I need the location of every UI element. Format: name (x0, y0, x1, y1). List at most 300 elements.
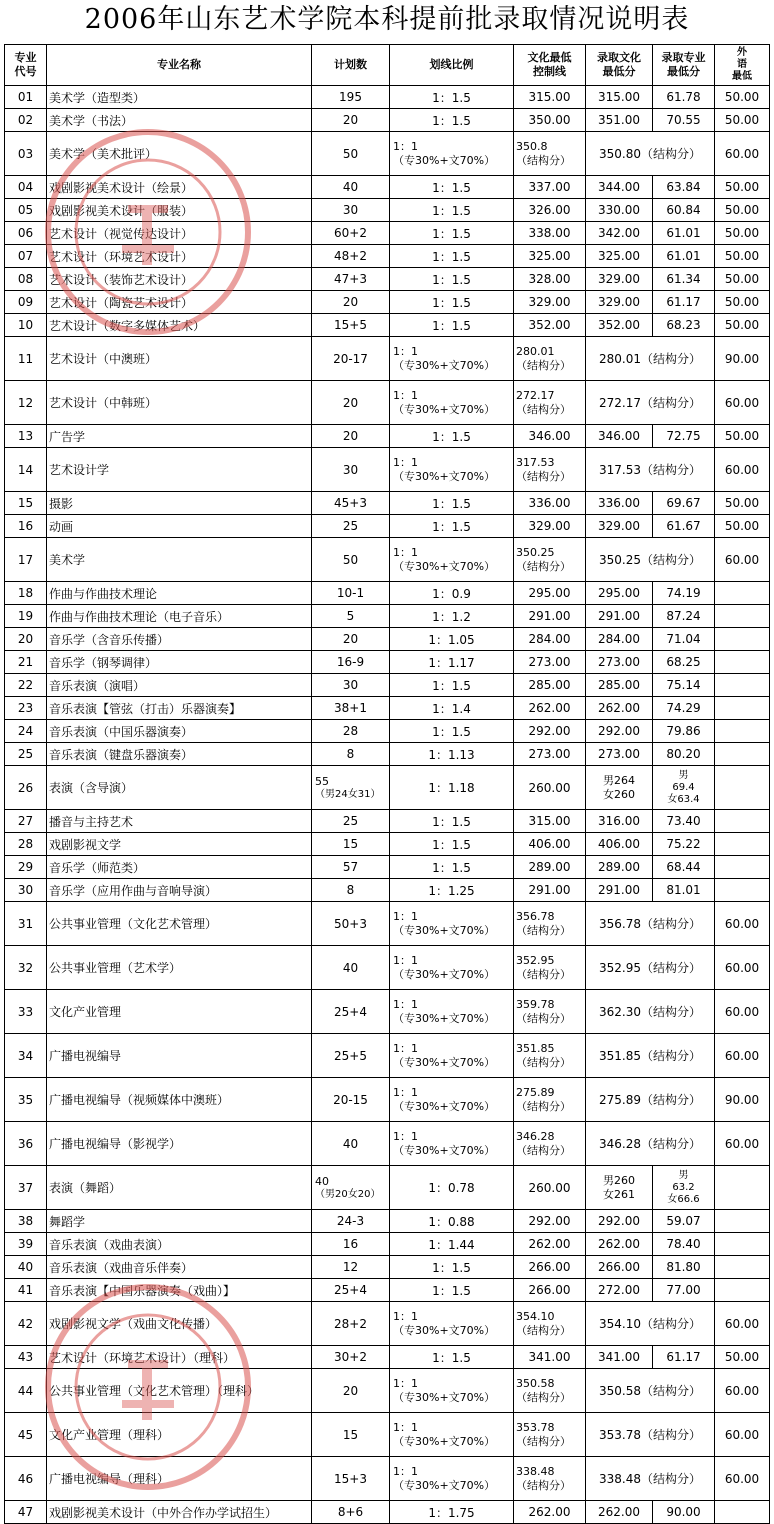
cell-name: 音乐表演（键盘乐器演奏） (47, 743, 312, 766)
cell-language-min: 50.00 (715, 199, 770, 222)
cell-plan: 25+4 (312, 990, 390, 1034)
cell-language-min: 50.00 (715, 176, 770, 199)
cell-culture-min: 336.00 (586, 492, 653, 515)
cell-control-line: 273.00 (514, 651, 586, 674)
cell-ratio: 1：1.5 (390, 176, 514, 199)
cell-language-min (715, 582, 770, 605)
cell-language-min: 50.00 (715, 268, 770, 291)
table-row (5, 1369, 770, 1413)
cell-culture-min: 342.00 (586, 222, 653, 245)
cell-plan: 30 (312, 674, 390, 697)
cell-plan: 15+3 (312, 1457, 390, 1501)
cell-name: 艺术设计（数字多媒体艺术） (47, 314, 312, 337)
cell-control-line: 326.00 (514, 199, 586, 222)
cell-language-min: 60.00 (715, 381, 770, 425)
cell-culture-min: 406.00 (586, 833, 653, 856)
header-code: 专业 代号 (5, 45, 47, 86)
cell-control-line: 260.00 (514, 1166, 586, 1210)
cell-major-min: 72.75 (653, 425, 715, 448)
cell-code: 22 (5, 674, 47, 697)
cell-language-min: 60.00 (715, 1369, 770, 1413)
cell-major-min: 61.34 (653, 268, 715, 291)
table-row (5, 1346, 770, 1369)
cell-major-min: 61.78 (653, 86, 715, 109)
table-row (5, 720, 770, 743)
cell-language-min (715, 605, 770, 628)
table-row (5, 222, 770, 245)
cell-name: 戏剧影视美术设计（中外合作办学试招生） (47, 1501, 312, 1524)
cell-ratio: 1：1.5 (390, 674, 514, 697)
table-row (5, 425, 770, 448)
table-row (5, 448, 770, 492)
cell-name: 作曲与作曲技术理论 (47, 582, 312, 605)
cell-plan: 45+3 (312, 492, 390, 515)
cell-plan: 48+2 (312, 245, 390, 268)
table-row (5, 1302, 770, 1346)
cell-name: 艺术设计（装饰艺术设计） (47, 268, 312, 291)
table-row (5, 674, 770, 697)
cell-plan: 8+6 (312, 1501, 390, 1524)
cell-plan: 16 (312, 1233, 390, 1256)
cell-plan: 57 (312, 856, 390, 879)
cell-name: 音乐学（钢琴调律） (47, 651, 312, 674)
cell-ratio: 1：1.5 (390, 720, 514, 743)
cell-code: 39 (5, 1233, 47, 1256)
cell-control-line: 260.00 (514, 766, 586, 810)
cell-culture-structure: 362.30（结构分） (586, 990, 715, 1034)
cell-language-min (715, 1501, 770, 1524)
cell-culture-min: 316.00 (586, 810, 653, 833)
cell-major-min: 81.80 (653, 1256, 715, 1279)
cell-control-line: 338.48 （结构分） (514, 1457, 586, 1501)
cell-plan: 30+2 (312, 1346, 390, 1369)
cell-code: 41 (5, 1279, 47, 1302)
cell-plan: 15+5 (312, 314, 390, 337)
cell-major-min: 61.01 (653, 222, 715, 245)
cell-plan: 30 (312, 448, 390, 492)
cell-culture-min: 262.00 (586, 1233, 653, 1256)
cell-ratio: 1：1 （专30%+文70%） (390, 1413, 514, 1457)
cell-culture-structure: 352.95（结构分） (586, 946, 715, 990)
cell-major-min: 74.19 (653, 582, 715, 605)
cell-control-line: 336.00 (514, 492, 586, 515)
cell-name: 音乐表演【管弦（打击）乐器演奏】 (47, 697, 312, 720)
cell-ratio: 1：1 （专30%+文70%） (390, 337, 514, 381)
cell-name: 文化产业管理（理科） (47, 1413, 312, 1457)
cell-ratio: 1：1.75 (390, 1501, 514, 1524)
cell-name: 摄影 (47, 492, 312, 515)
cell-code: 19 (5, 605, 47, 628)
cell-name: 表演（含导演） (47, 766, 312, 810)
cell-culture-structure: 350.25（结构分） (586, 538, 715, 582)
cell-name: 公共事业管理（艺术学） (47, 946, 312, 990)
cell-control-line: 262.00 (514, 1501, 586, 1524)
table-row (5, 268, 770, 291)
cell-ratio: 1：1.5 (390, 314, 514, 337)
header-ratio: 划线比例 (390, 45, 514, 86)
cell-control-line: 325.00 (514, 245, 586, 268)
cell-language-min (715, 697, 770, 720)
cell-control-line: 315.00 (514, 86, 586, 109)
cell-major-min: 60.84 (653, 199, 715, 222)
cell-culture-min: 262.00 (586, 697, 653, 720)
cell-code: 24 (5, 720, 47, 743)
cell-culture-structure: 317.53（结构分） (586, 448, 715, 492)
cell-plan: 20-17 (312, 337, 390, 381)
table-row (5, 1210, 770, 1233)
cell-plan: 40 （男20女20） (312, 1166, 390, 1210)
cell-code: 08 (5, 268, 47, 291)
cell-code: 09 (5, 291, 47, 314)
table-row (5, 902, 770, 946)
cell-control-line: 262.00 (514, 1233, 586, 1256)
cell-control-line: 352.00 (514, 314, 586, 337)
cell-code: 32 (5, 946, 47, 990)
cell-control-line: 350.00 (514, 109, 586, 132)
cell-ratio: 1：1.5 (390, 268, 514, 291)
cell-plan: 50+3 (312, 902, 390, 946)
cell-language-min: 60.00 (715, 448, 770, 492)
cell-ratio: 1：1 （专30%+文70%） (390, 1122, 514, 1166)
cell-name: 广播电视编导 (47, 1034, 312, 1078)
cell-ratio: 1：1 （专30%+文70%） (390, 1078, 514, 1122)
cell-code: 47 (5, 1501, 47, 1524)
cell-code: 33 (5, 990, 47, 1034)
cell-major-min: 78.40 (653, 1233, 715, 1256)
cell-culture-min: 352.00 (586, 314, 653, 337)
cell-language-min: 60.00 (715, 990, 770, 1034)
table-row (5, 946, 770, 990)
cell-language-min (715, 810, 770, 833)
cell-culture-min: 346.00 (586, 425, 653, 448)
cell-culture-min: 284.00 (586, 628, 653, 651)
cell-code: 26 (5, 766, 47, 810)
cell-culture-structure: 353.78（结构分） (586, 1413, 715, 1457)
table-row (5, 697, 770, 720)
cell-ratio: 1：1.05 (390, 628, 514, 651)
cell-control-line: 289.00 (514, 856, 586, 879)
cell-major-min: 74.29 (653, 697, 715, 720)
cell-code: 18 (5, 582, 47, 605)
cell-language-min: 50.00 (715, 222, 770, 245)
cell-ratio: 1：1.17 (390, 651, 514, 674)
cell-major-min: 81.01 (653, 879, 715, 902)
cell-ratio: 1：1.5 (390, 810, 514, 833)
cell-plan: 12 (312, 1256, 390, 1279)
cell-name: 美术学 (47, 538, 312, 582)
cell-plan: 28+2 (312, 1302, 390, 1346)
cell-code: 38 (5, 1210, 47, 1233)
table-row (5, 628, 770, 651)
table-row (5, 856, 770, 879)
table-row (5, 1501, 770, 1524)
cell-major-min: 71.04 (653, 628, 715, 651)
table-row (5, 1034, 770, 1078)
cell-code: 43 (5, 1346, 47, 1369)
cell-culture-min: 330.00 (586, 199, 653, 222)
cell-ratio: 1：1.44 (390, 1233, 514, 1256)
cell-plan: 25+5 (312, 1034, 390, 1078)
cell-code: 20 (5, 628, 47, 651)
cell-ratio: 1：1.5 (390, 856, 514, 879)
cell-code: 45 (5, 1413, 47, 1457)
header-plan: 计划数 (312, 45, 390, 86)
cell-plan: 24-3 (312, 1210, 390, 1233)
cell-code: 44 (5, 1369, 47, 1413)
cell-name: 音乐学（应用作曲与音响导演） (47, 879, 312, 902)
cell-language-min: 50.00 (715, 492, 770, 515)
cell-culture-min: 男260 女261 (586, 1166, 653, 1210)
cell-name: 表演（舞蹈） (47, 1166, 312, 1210)
cell-language-min (715, 1256, 770, 1279)
cell-name: 艺术设计（中澳班） (47, 337, 312, 381)
cell-control-line: 338.00 (514, 222, 586, 245)
cell-major-min: 63.84 (653, 176, 715, 199)
cell-plan: 20 (312, 381, 390, 425)
cell-code: 06 (5, 222, 47, 245)
cell-plan: 15 (312, 1413, 390, 1457)
cell-culture-min: 329.00 (586, 268, 653, 291)
cell-control-line: 350.25 （结构分） (514, 538, 586, 582)
cell-code: 15 (5, 492, 47, 515)
cell-control-line: 353.78 （结构分） (514, 1413, 586, 1457)
table-row (5, 109, 770, 132)
cell-plan: 20-15 (312, 1078, 390, 1122)
cell-ratio: 1：1.5 (390, 291, 514, 314)
cell-name: 戏剧影视美术设计（服装） (47, 199, 312, 222)
cell-control-line: 315.00 (514, 810, 586, 833)
cell-major-min: 75.14 (653, 674, 715, 697)
cell-control-line: 266.00 (514, 1256, 586, 1279)
cell-name: 戏剧影视美术设计（绘景） (47, 176, 312, 199)
cell-ratio: 1：1 （专30%+文70%） (390, 946, 514, 990)
header-name: 专业名称 (47, 45, 312, 86)
table-row (5, 582, 770, 605)
cell-plan: 25+4 (312, 1279, 390, 1302)
cell-major-min: 69.67 (653, 492, 715, 515)
cell-code: 46 (5, 1457, 47, 1501)
cell-code: 10 (5, 314, 47, 337)
cell-ratio: 1：1 （专30%+文70%） (390, 1302, 514, 1346)
cell-language-min: 60.00 (715, 538, 770, 582)
cell-name: 音乐表演（演唱） (47, 674, 312, 697)
cell-name: 音乐学（师范类） (47, 856, 312, 879)
cell-language-min (715, 1166, 770, 1210)
cell-control-line: 354.10 （结构分） (514, 1302, 586, 1346)
cell-ratio: 1：1 （专30%+文70%） (390, 538, 514, 582)
cell-language-min: 50.00 (715, 86, 770, 109)
table-row (5, 1413, 770, 1457)
cell-plan: 20 (312, 425, 390, 448)
cell-code: 13 (5, 425, 47, 448)
cell-plan: 38+1 (312, 697, 390, 720)
cell-major-min: 80.20 (653, 743, 715, 766)
cell-language-min (715, 651, 770, 674)
cell-code: 29 (5, 856, 47, 879)
cell-ratio: 1：1.5 (390, 833, 514, 856)
cell-control-line: 329.00 (514, 291, 586, 314)
cell-language-min: 50.00 (715, 425, 770, 448)
cell-language-min: 60.00 (715, 902, 770, 946)
cell-code: 07 (5, 245, 47, 268)
cell-language-min: 60.00 (715, 132, 770, 176)
cell-ratio: 1：1.5 (390, 245, 514, 268)
cell-plan: 25 (312, 810, 390, 833)
cell-name: 舞蹈学 (47, 1210, 312, 1233)
cell-code: 05 (5, 199, 47, 222)
cell-control-line: 295.00 (514, 582, 586, 605)
cell-code: 35 (5, 1078, 47, 1122)
cell-name: 公共事业管理（文化艺术管理）（理科） (47, 1369, 312, 1413)
cell-ratio: 1：1 （专30%+文70%） (390, 132, 514, 176)
cell-ratio: 1：1.5 (390, 199, 514, 222)
cell-culture-min: 329.00 (586, 291, 653, 314)
cell-control-line: 272.17 （结构分） (514, 381, 586, 425)
cell-ratio: 1：1.5 (390, 425, 514, 448)
cell-language-min (715, 743, 770, 766)
cell-culture-min: 315.00 (586, 86, 653, 109)
cell-control-line: 341.00 (514, 1346, 586, 1369)
cell-language-min: 50.00 (715, 1346, 770, 1369)
cell-plan: 25 (312, 515, 390, 538)
cell-control-line: 328.00 (514, 268, 586, 291)
cell-culture-structure: 275.89（结构分） (586, 1078, 715, 1122)
cell-major-min: 59.07 (653, 1210, 715, 1233)
table-row (5, 245, 770, 268)
cell-language-min: 60.00 (715, 946, 770, 990)
cell-code: 03 (5, 132, 47, 176)
cell-code: 30 (5, 879, 47, 902)
cell-culture-structure: 346.28（结构分） (586, 1122, 715, 1166)
cell-language-min (715, 1233, 770, 1256)
cell-code: 31 (5, 902, 47, 946)
cell-ratio: 1：1 （专30%+文70%） (390, 902, 514, 946)
table-row (5, 1233, 770, 1256)
table-row (5, 337, 770, 381)
cell-culture-min: 男264 女260 (586, 766, 653, 810)
table-row (5, 1279, 770, 1302)
cell-major-min: 68.25 (653, 651, 715, 674)
cell-language-min (715, 856, 770, 879)
cell-plan: 20 (312, 1369, 390, 1413)
cell-code: 02 (5, 109, 47, 132)
cell-plan: 40 (312, 946, 390, 990)
cell-control-line: 291.00 (514, 605, 586, 628)
cell-control-line: 406.00 (514, 833, 586, 856)
cell-culture-structure: 350.58（结构分） (586, 1369, 715, 1413)
cell-language-min: 60.00 (715, 1122, 770, 1166)
table-row (5, 1122, 770, 1166)
cell-name: 音乐表演【中国乐器演奏（戏曲）】 (47, 1279, 312, 1302)
cell-name: 广播电视编导（理科） (47, 1457, 312, 1501)
cell-control-line: 291.00 (514, 879, 586, 902)
cell-ratio: 1：1 （专30%+文70%） (390, 1369, 514, 1413)
cell-major-min: 61.01 (653, 245, 715, 268)
cell-culture-structure: 351.85（结构分） (586, 1034, 715, 1078)
cell-major-min: 79.86 (653, 720, 715, 743)
cell-name: 文化产业管理 (47, 990, 312, 1034)
cell-code: 21 (5, 651, 47, 674)
cell-culture-min: 329.00 (586, 515, 653, 538)
cell-name: 美术学（造型类） (47, 86, 312, 109)
cell-code: 17 (5, 538, 47, 582)
cell-ratio: 1：1.18 (390, 766, 514, 810)
cell-major-min: 61.17 (653, 1346, 715, 1369)
cell-language-min: 60.00 (715, 1413, 770, 1457)
cell-code: 14 (5, 448, 47, 492)
cell-control-line: 352.95 （结构分） (514, 946, 586, 990)
cell-major-min: 68.44 (653, 856, 715, 879)
cell-ratio: 1：1.2 (390, 605, 514, 628)
cell-ratio: 1：0.9 (390, 582, 514, 605)
cell-control-line: 337.00 (514, 176, 586, 199)
cell-language-min (715, 1210, 770, 1233)
cell-ratio: 1：1 （专30%+文70%） (390, 1457, 514, 1501)
cell-language-min (715, 628, 770, 651)
cell-culture-structure: 354.10（结构分） (586, 1302, 715, 1346)
cell-control-line: 346.28 （结构分） (514, 1122, 586, 1166)
cell-control-line: 266.00 (514, 1279, 586, 1302)
table-row (5, 492, 770, 515)
cell-language-min: 60.00 (715, 1302, 770, 1346)
page-title: 2006年山东艺术学院本科提前批录取情况说明表 (84, 4, 690, 35)
cell-name: 艺术设计（陶瓷艺术设计） (47, 291, 312, 314)
table-row (5, 833, 770, 856)
cell-culture-min: 289.00 (586, 856, 653, 879)
cell-language-min: 60.00 (715, 1034, 770, 1078)
cell-plan: 40 (312, 176, 390, 199)
cell-name: 艺术设计（中韩班） (47, 381, 312, 425)
table-row (5, 810, 770, 833)
cell-culture-min: 292.00 (586, 1210, 653, 1233)
cell-plan: 8 (312, 743, 390, 766)
cell-code: 04 (5, 176, 47, 199)
cell-control-line: 262.00 (514, 697, 586, 720)
cell-major-min: 90.00 (653, 1501, 715, 1524)
cell-major-min: 男 69.4 女63.4 (653, 766, 715, 810)
cell-language-min: 90.00 (715, 1078, 770, 1122)
cell-major-min: 75.22 (653, 833, 715, 856)
cell-culture-min: 272.00 (586, 1279, 653, 1302)
cell-ratio: 1：1.5 (390, 1346, 514, 1369)
table-row (5, 199, 770, 222)
cell-language-min (715, 1279, 770, 1302)
cell-culture-min: 266.00 (586, 1256, 653, 1279)
admission-table (4, 44, 770, 1524)
cell-code: 16 (5, 515, 47, 538)
cell-plan: 195 (312, 86, 390, 109)
cell-ratio: 1：1 （专30%+文70%） (390, 381, 514, 425)
cell-name: 动画 (47, 515, 312, 538)
cell-ratio: 1：1.5 (390, 1256, 514, 1279)
cell-name: 公共事业管理（文化艺术管理） (47, 902, 312, 946)
cell-ratio: 1：1.5 (390, 222, 514, 245)
cell-language-min: 90.00 (715, 337, 770, 381)
cell-culture-structure: 280.01（结构分） (586, 337, 715, 381)
cell-code: 36 (5, 1122, 47, 1166)
table-row (5, 314, 770, 337)
cell-ratio: 1：1.5 (390, 86, 514, 109)
cell-language-min: 60.00 (715, 1457, 770, 1501)
cell-culture-min: 351.00 (586, 109, 653, 132)
cell-code: 25 (5, 743, 47, 766)
cell-ratio: 1：1 （专30%+文70%） (390, 1034, 514, 1078)
cell-control-line: 350.8 （结构分） (514, 132, 586, 176)
table-row (5, 291, 770, 314)
cell-name: 广告学 (47, 425, 312, 448)
cell-code: 37 (5, 1166, 47, 1210)
cell-language-min (715, 879, 770, 902)
